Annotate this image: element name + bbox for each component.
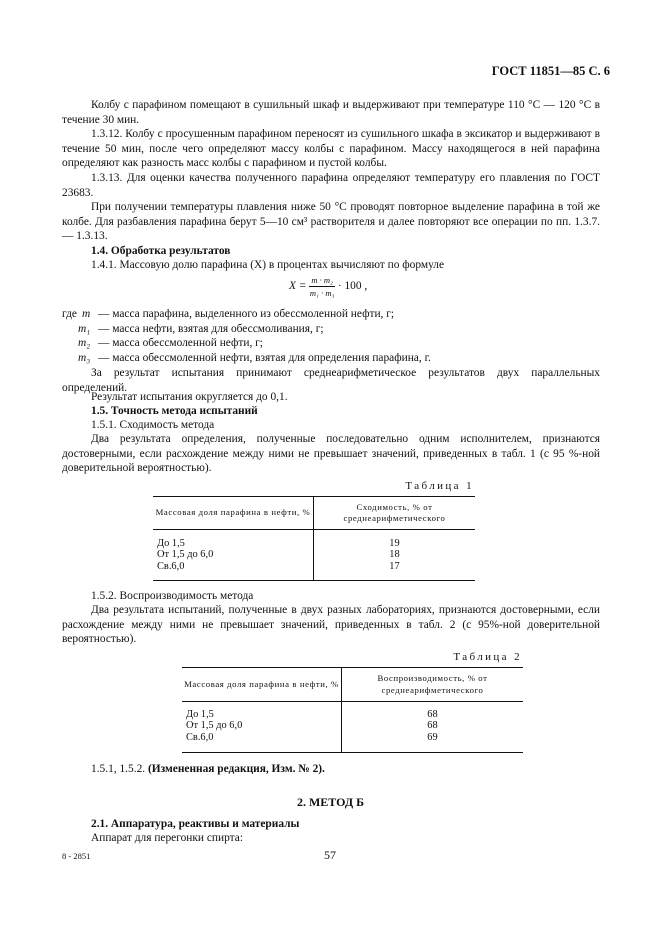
- table1-cell-range: Св.6,0: [153, 561, 314, 573]
- page-number: 57: [324, 848, 336, 862]
- print-code: 8 - 2851: [62, 851, 91, 861]
- formula-numerator: m · m₂: [311, 275, 333, 285]
- table-row: [153, 549, 475, 561]
- legend-text: — масса обессмоленной нефти, г;: [98, 337, 263, 350]
- paragraph-repeatability: Два результата определения, полученные последовательно одним исполнителем, признаются достоверными, если расхождение между ними не превышает значений, приведенных в табл. 1 (с 95 %-ной доверительной вероятностью).: [62, 433, 600, 475]
- legend-text: — масса парафина, выделенного из обессмоленной нефти, г;: [98, 308, 395, 320]
- table2-cell-value: 68: [427, 708, 438, 720]
- legend-prefix: где: [62, 308, 77, 320]
- amendment-text: (Измененная редакция, Изм. № 2).: [147, 763, 325, 775]
- legend-symbol: m: [82, 308, 91, 320]
- paragraph-result: За результат испытания принимают среднеарифметическое результатов двух параллельных определений.: [62, 367, 600, 394]
- table-row: [153, 538, 475, 550]
- standard-header: ГОСТ 11851—85 С. 6: [491, 64, 610, 78]
- table1-cell-value: 18: [389, 549, 400, 561]
- table2-caption: Таблица 2: [453, 651, 522, 663]
- formula: [289, 275, 367, 298]
- paragraph-1-4-1: 1.4.1. Массовую долю парафина (X) в процентах вычисляют по формуле: [91, 259, 445, 271]
- paragraph-1-5-1: 1.5.1. Сходимость метода: [91, 419, 215, 431]
- paragraph-rounding: Результат испытания округляется до 0,1.: [91, 391, 288, 403]
- table-row: [182, 709, 523, 721]
- table2-cell-value: 69: [427, 732, 438, 744]
- table2-cell-range: От 1,5 до 6,0: [182, 720, 342, 732]
- amendment-note: [62, 762, 600, 777]
- table1-header-fraction: Массовая доля парафина в нефти, %: [153, 497, 314, 530]
- formula-rhs: · 100 ,: [337, 280, 368, 293]
- table-2: [182, 667, 523, 753]
- legend-text: — масса нефти, взятая для обессмоливания, г;: [98, 322, 324, 335]
- table1-header-repeatability: Сходимость, % от среднеарифметического: [314, 497, 476, 530]
- paragraph-repeat: При получении температуры плавления ниже 50 °С проводят повторное выделение парафина в той же колбе. Для разбавления парафина берут 5—10 см³ растворителя и далее повторяют все операции по пп. 1.3.7.— 1.3.13.: [62, 201, 600, 243]
- paragraph-apparatus: Аппарат для перегонки спирта:: [91, 832, 244, 844]
- table-1: [153, 496, 475, 581]
- legend-symbol: m₁: [78, 322, 91, 335]
- paragraph-1-5-2: 1.5.2. Воспроизводимость метода: [91, 590, 254, 602]
- table2-cell-value: 68: [427, 720, 438, 732]
- table1-cell-value: 19: [389, 537, 400, 549]
- table1-cell-range: От 1,5 до 6,0: [153, 549, 314, 561]
- paragraph-1-3-13: 1.3.13. Для оценки качества полученного парафина определяют температуру его плавления по ГОСТ 23683.: [62, 172, 600, 199]
- table2-header-fraction: Массовая доля парафина в нефти, %: [182, 668, 342, 702]
- heading-1-4: 1.4. Обработка результатов: [91, 245, 231, 257]
- heading-1-5: 1.5. Точность метода испытаний: [91, 405, 258, 417]
- formula-fraction: [309, 275, 335, 298]
- paragraph-reproducibility: Два результата испытаний, полученные в двух разных лабораториях, признаются достоверными, если расхождение между ними не превышает значений, приведенных в табл. 2 (с 95%-ной доверительной вероятностью).: [62, 604, 600, 646]
- paragraph-1-3-12: 1.3.12. Колбу с просушенным парафином переносят из сушильного шкафа в эксикатор и выдерживают в течение 50 мин, после чего определяют массу колбы с парафином. Массу находящегося в ней парафина определяют как разность масс колбы с парафином и пустой колбы.: [62, 128, 600, 170]
- legend-symbol: m₃: [78, 351, 91, 364]
- table1-cell-value: 17: [389, 561, 400, 573]
- table2-header-reproducibility: Воспроизводимость, % от среднеарифметического: [342, 668, 524, 702]
- symbol-legend: [62, 307, 602, 367]
- paragraph-drying: Колбу с парафином помещают в сушильный шкаф и выдерживают при температуре 110 °С — 120 °С в течение 30 мин.: [62, 99, 600, 126]
- heading-2-1: 2.1. Аппаратура, реактивы и материалы: [91, 818, 300, 830]
- formula-denominator: m₁ · m₃: [309, 288, 335, 298]
- table-row: [182, 720, 523, 732]
- table1-caption: Таблица 1: [405, 480, 474, 492]
- section-2-title: 2. МЕТОД Б: [296, 795, 365, 809]
- table2-cell-range: До 1,5: [182, 709, 342, 721]
- formula-lhs: X =: [289, 280, 307, 293]
- table2-cell-range: Св.6,0: [182, 732, 342, 744]
- amendment-ref: 1.5.1, 1.5.2.: [91, 763, 146, 775]
- legend-symbol: m₂: [78, 337, 91, 350]
- table-row: [182, 732, 523, 744]
- legend-text: — масса обессмоленной нефти, взятая для определения парафина, г.: [98, 351, 431, 364]
- table-row: [153, 561, 475, 573]
- table1-cell-range: До 1,5: [153, 538, 314, 550]
